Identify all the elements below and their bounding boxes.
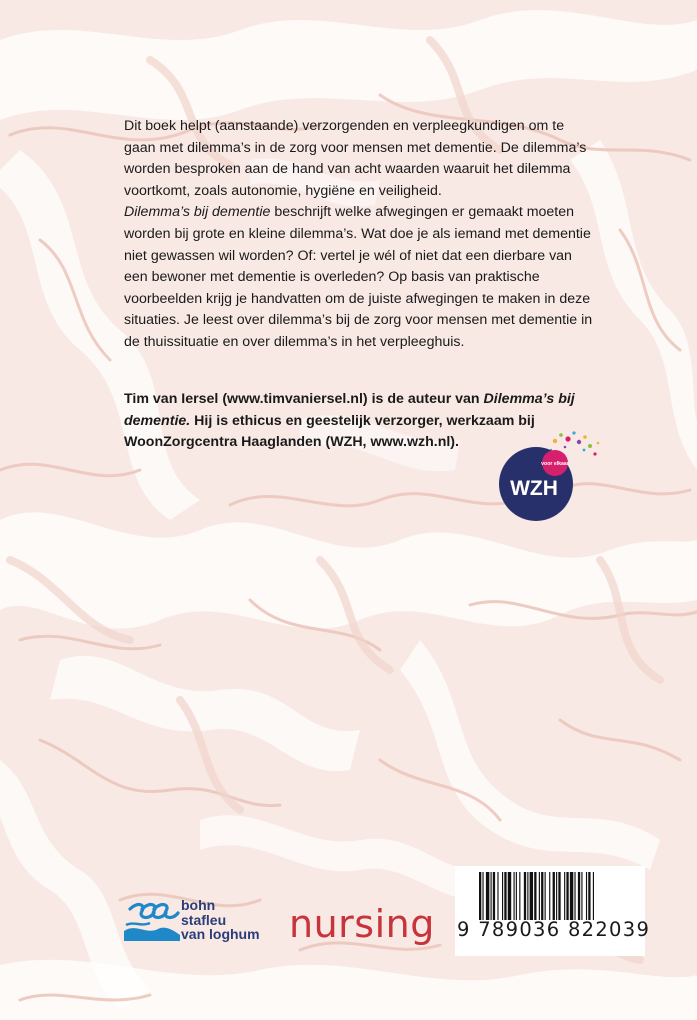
publisher-line-2: stafleu bbox=[181, 911, 227, 928]
publisher-line-1: bohn bbox=[181, 897, 216, 913]
barcode-bar bbox=[534, 872, 536, 920]
blurb-paragraph-2 bbox=[124, 202, 594, 353]
barcode-bar bbox=[486, 872, 489, 920]
barcode-bar bbox=[566, 872, 568, 920]
author-book-title-italic: Dilemma’s bij dementie. bbox=[124, 391, 575, 429]
barcode-bar bbox=[524, 872, 526, 920]
barcode-bar bbox=[519, 872, 520, 920]
wzh-tagline-text: voor elkaar bbox=[541, 461, 569, 467]
barcode-bar bbox=[479, 872, 481, 920]
barcode-bar bbox=[541, 872, 543, 920]
barcode-bar bbox=[502, 872, 503, 920]
wzh-label: WZH bbox=[510, 477, 558, 500]
nursing-imprint-logo: nursing bbox=[289, 902, 435, 946]
barcode-bar bbox=[574, 872, 575, 920]
barcode-bar bbox=[493, 872, 495, 920]
barcode-bar bbox=[527, 872, 528, 920]
barcode-bar bbox=[482, 872, 483, 920]
barcode-bar bbox=[556, 872, 557, 920]
barcode-bar bbox=[558, 872, 560, 920]
author-bio-text-2: Hij is ethicus en geestelijk verzorger, werkzaam bij WoonZorgcentra Haaglanden (WZH, www.wzh.nl). bbox=[124, 412, 535, 451]
barcode-bar bbox=[593, 872, 594, 920]
isbn-number: 9 789036 822039 bbox=[457, 918, 651, 941]
barcode-bar bbox=[530, 872, 533, 920]
back-cover-blurb bbox=[124, 116, 594, 354]
barcode-bar bbox=[553, 872, 555, 920]
barcode-bar bbox=[586, 872, 587, 920]
barcode-bar bbox=[545, 872, 546, 920]
author-bio-text-1: Tim van Iersel (www.timvaniersel.nl) is de auteur van bbox=[124, 391, 484, 407]
barcode-bar bbox=[581, 872, 582, 920]
barcode-bar bbox=[539, 872, 540, 920]
barcode-bar bbox=[508, 872, 511, 920]
book-title-italic: Dilemma’s bij dementie bbox=[124, 204, 271, 221]
wzh-logo bbox=[495, 425, 605, 525]
barcode-bar bbox=[516, 872, 517, 920]
blurb-paragraph-1: Dit boek helpt (aanstaande) verzorgenden en verpleegkundigen om te gaan met dilemma’s in de zorg voor mensen met dementie. De dilemma’s worden besproken aan de hand van acht waarden waaruit het dilemma voortkomt, zoals autonomie, hygiëne en veiligheid. bbox=[124, 118, 587, 199]
barcode-bar bbox=[588, 872, 590, 920]
barcode-panel bbox=[455, 866, 651, 956]
publisher-line-3: van loghum bbox=[181, 926, 260, 942]
barcode-bar bbox=[570, 872, 573, 920]
barcode-bar bbox=[514, 872, 515, 920]
barcode-bar bbox=[504, 872, 506, 920]
barcode-bar bbox=[497, 872, 498, 920]
barcode-bar bbox=[549, 872, 550, 920]
publisher-wordmark bbox=[181, 898, 260, 942]
blurb-paragraph-2-text: beschrijft welke afwegingen er gemaakt moeten worden bij grote en kleine dilemma’s. Wat doe je als iemand met dementie niet gewassen wil worden? Of: vertel je wél of niet dat een dierbare van een bewoner met dementie is overleden? Op basis van praktische voorbeelden krijg je handvatten om de juiste afwegingen te maken in deze situaties. Je leest over dilemma’s bij de zorg voor mensen met dementie in de thuissituatie en over dilemma’s in het verpleeghuis. bbox=[124, 204, 593, 350]
barcode-bar bbox=[564, 872, 565, 920]
barcode-bar bbox=[578, 872, 580, 920]
barcode-bar bbox=[491, 872, 492, 920]
